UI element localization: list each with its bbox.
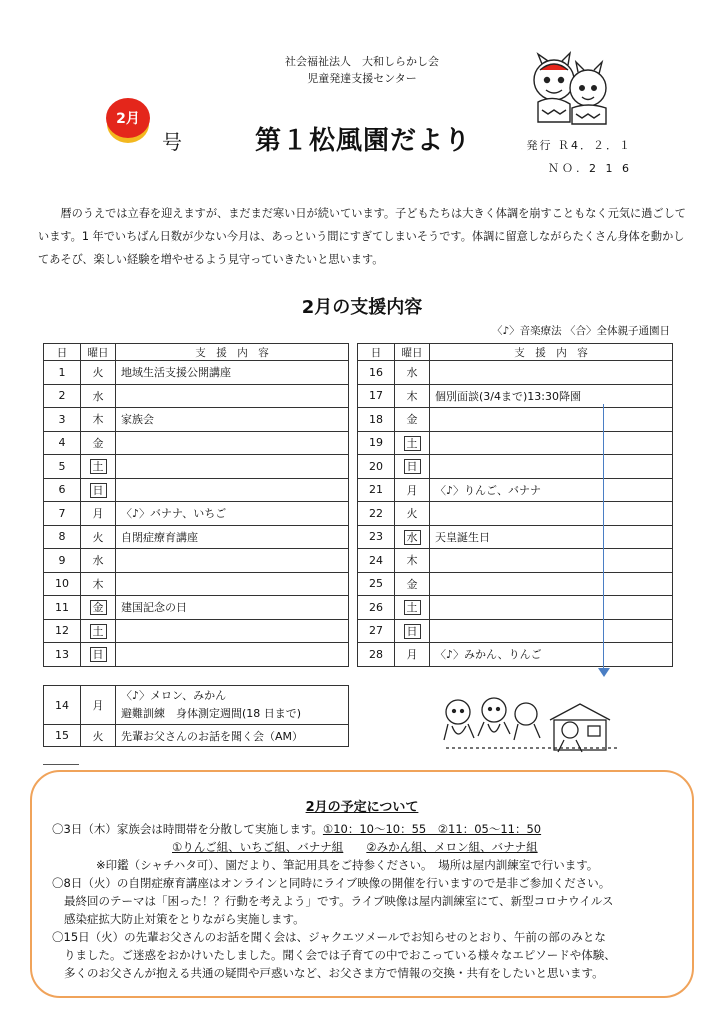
weekday-cell: [395, 525, 430, 549]
issue-date: 発行 Ｒ4．２．１: [526, 139, 632, 152]
table-row: [44, 408, 349, 432]
day-cell: 26: [358, 596, 395, 620]
content-cell: [116, 455, 349, 479]
content-cell: 個別面談(3/4まで)13:30降園: [430, 384, 673, 408]
oni-illustration: [524, 50, 620, 126]
content-cell: [116, 549, 349, 573]
weekday-cell: 木: [395, 549, 430, 573]
header-content: 支 援 内 容: [116, 344, 349, 361]
table-row: [44, 643, 349, 667]
schedule-title-text: 2月の予定について: [305, 800, 419, 815]
header-weekday: 曜日: [81, 344, 116, 361]
table-row: [358, 455, 673, 479]
holiday-weekday: 日: [90, 647, 107, 662]
day-cell: 14: [44, 686, 81, 725]
holiday-weekday: 土: [404, 436, 421, 451]
day-cell: 10: [44, 572, 81, 596]
month-badge: [106, 98, 150, 138]
holiday-weekday: 土: [90, 624, 107, 639]
content-cell: 先輩お父さんのお話を聞く会（AM）: [116, 725, 349, 747]
day-cell: 22: [358, 502, 395, 526]
group-list-1: ①りんご組、いちご組、バナナ組: [172, 840, 344, 854]
schedule-table-right: [357, 343, 673, 667]
table-row: [44, 502, 349, 526]
table-row: [44, 619, 349, 643]
table-row: [44, 525, 349, 549]
table-row: [358, 619, 673, 643]
content-cell: 自閉症療育講座: [116, 525, 349, 549]
weekday-cell: 水: [81, 384, 116, 408]
content-cell: [116, 619, 349, 643]
weekday-cell: 月: [395, 478, 430, 502]
content-cell: [116, 431, 349, 455]
weekday-cell: [395, 596, 430, 620]
table-row: [358, 478, 673, 502]
weekday-cell: 月: [81, 686, 116, 725]
weekday-cell: 月: [81, 502, 116, 526]
day-cell: 12: [44, 619, 81, 643]
table-row: [44, 431, 349, 455]
table-row: [44, 361, 349, 385]
day-cell: 9: [44, 549, 81, 573]
issue-go: 号: [162, 130, 182, 154]
table-header-row: [358, 344, 673, 361]
holiday-weekday: 日: [90, 483, 107, 498]
schedule-line-5: 最終回のテーマは「困った！？行動を考えよう」です。ライブ映像は屋内訓練室にて、新型コロナウイルス: [64, 894, 614, 908]
content-cell: [430, 431, 673, 455]
day-cell: 3: [44, 408, 81, 432]
day-cell: 19: [358, 431, 395, 455]
weekday-cell: 木: [81, 408, 116, 432]
table-row: [44, 725, 349, 747]
content-cell: [116, 384, 349, 408]
center-name: 児童発達支援センター: [307, 72, 417, 85]
table-row: [358, 431, 673, 455]
day-cell: 28: [358, 643, 395, 667]
holiday-weekday: 土: [90, 459, 107, 474]
table-row: [44, 572, 349, 596]
table-header-row: [44, 344, 349, 361]
content-line: 〈♪〉メロン、みかん: [121, 689, 227, 702]
schedule-line-1: [52, 821, 541, 839]
table-row: [44, 384, 349, 408]
weekday-cell: 水: [395, 361, 430, 385]
day-cell: 16: [358, 361, 395, 385]
month-badge-label: 2月: [116, 111, 140, 127]
weekday-cell: [395, 619, 430, 643]
schedule-line-6: 感染症拡大防止対策をとりながら実施します。: [64, 912, 305, 926]
day-cell: 21: [358, 478, 395, 502]
content-cell: [116, 572, 349, 596]
weekday-cell: [81, 478, 116, 502]
weekday-cell: 月: [395, 643, 430, 667]
table-row: [358, 549, 673, 573]
content-cell: 建国記念の日: [116, 596, 349, 620]
holiday-weekday: 日: [404, 459, 421, 474]
day-cell: 13: [44, 643, 81, 667]
content-cell: 地域生活支援公開講座: [116, 361, 349, 385]
schedule-line-3: ※印鑑（シャチハタ可）、園だより、筆記用具をご持参ください。 場所は屋内訓練室で行います。: [96, 858, 599, 872]
content-line: 避難訓練 身体測定週間(18 日まで): [121, 707, 302, 720]
content-cell: [430, 455, 673, 479]
schedule-text: 〇3日（木）家族会は時間帯を分散して実施します。: [52, 822, 323, 836]
table-row: [358, 502, 673, 526]
weekday-cell: 金: [395, 408, 430, 432]
content-cell: 〈♪〉バナナ、いちご: [116, 502, 349, 526]
content-cell: 家族会: [116, 408, 349, 432]
weekday-cell: [395, 431, 430, 455]
day-cell: 8: [44, 525, 81, 549]
content-cell: [430, 596, 673, 620]
schedule-table-left: [43, 343, 349, 667]
intro-paragraph: 暦のうえでは立春を迎えますが、まだまだ寒い日が続いています。子どもたちは大きく体調を崩すこともなく元気に過ごしています。1 年でいちばん日数が少ない今月は、あっという間にすぎてしまいそうです。体調に留意しながらたくさん身体を動かしてあそび、楽しい経験を増やせるよう見守っていきたいと思います。: [38, 207, 686, 266]
table-row: [44, 478, 349, 502]
content-cell: [430, 361, 673, 385]
table-row: [44, 455, 349, 479]
weekday-cell: 火: [81, 525, 116, 549]
org-name: 社会福祉法人 大和しらかし会: [285, 55, 439, 68]
day-cell: 23: [358, 525, 395, 549]
day-cell: 4: [44, 431, 81, 455]
day-cell: 17: [358, 384, 395, 408]
table-row: [358, 384, 673, 408]
weekday-cell: 木: [81, 572, 116, 596]
weekday-cell: [81, 643, 116, 667]
table-row: [358, 596, 673, 620]
content-cell: [430, 408, 673, 432]
day-cell: 20: [358, 455, 395, 479]
content-cell: 〈♪〉りんご、バナナ: [430, 478, 673, 502]
schedule-line-7: 〇15日（火）の先輩お父さんのお話を聞く会は、ジャクエツメールでお知らせのとおり、午前の部のみとな: [52, 930, 606, 944]
schedule-line-8: りました。ご迷惑をおかけいたしました。聞く会では子育ての中でおこっている様々なエピソードや体験、: [64, 948, 616, 962]
content-cell: [116, 686, 349, 725]
holiday-weekday: 金: [90, 600, 107, 615]
weekday-cell: 火: [81, 361, 116, 385]
issue-number: ＮＯ. 2 1 6: [548, 162, 632, 175]
holiday-weekday: 水: [404, 530, 421, 545]
weekday-cell: 水: [81, 549, 116, 573]
header-day: 日: [44, 344, 81, 361]
table-row: [358, 408, 673, 432]
table-row: [44, 596, 349, 620]
weekday-cell: 火: [81, 725, 116, 747]
day-cell: 11: [44, 596, 81, 620]
period-arrow-head: [598, 668, 610, 677]
table-row: [358, 643, 673, 667]
period-arrow-line: [603, 404, 604, 670]
schedule-times: ①10：10～10：55 ②11：05～11：50: [322, 822, 542, 836]
newsletter-title: 第１松風園だより: [255, 126, 472, 156]
holiday-weekday: 日: [404, 624, 421, 639]
day-cell: 25: [358, 572, 395, 596]
header-weekday: 曜日: [395, 344, 430, 361]
children-illustration: [440, 690, 626, 756]
content-cell: 〈♪〉みかん、りんご: [430, 643, 673, 667]
schedule-table-extra: [43, 685, 349, 747]
schedule-line-2: [172, 839, 538, 857]
table-row: [44, 549, 349, 573]
schedule-line-9: 多くのお父さんが抱える共通の疑問や戸惑いなど、お父さま方で情報の交換・共有をしたいと思います。: [64, 966, 604, 980]
day-cell: 5: [44, 455, 81, 479]
weekday-cell: [395, 455, 430, 479]
day-cell: 27: [358, 619, 395, 643]
content-cell: [430, 572, 673, 596]
table-row: [358, 572, 673, 596]
table-row: [358, 525, 673, 549]
support-title: 2月の支援内容: [301, 297, 423, 318]
content-cell: [116, 478, 349, 502]
day-cell: 6: [44, 478, 81, 502]
day-cell: 24: [358, 549, 395, 573]
day-cell: 2: [44, 384, 81, 408]
table-row: [358, 361, 673, 385]
schedule-title: [0, 796, 724, 815]
weekday-cell: 火: [395, 502, 430, 526]
day-cell: 15: [44, 725, 81, 747]
holiday-weekday: 土: [404, 600, 421, 615]
content-cell: [430, 549, 673, 573]
weekday-cell: 金: [81, 431, 116, 455]
weekday-cell: 金: [395, 572, 430, 596]
weekday-cell: [81, 455, 116, 479]
group-list-2: ②みかん組、メロン組、バナナ組: [366, 840, 538, 854]
day-cell: 18: [358, 408, 395, 432]
content-cell: [430, 502, 673, 526]
content-cell: 天皇誕生日: [430, 525, 673, 549]
header-content: 支 援 内 容: [430, 344, 673, 361]
weekday-cell: [81, 596, 116, 620]
schedule-line-4: 〇8日（火）の自閉症療育講座はオンラインと同時にライブ映像の開催を行いますので是非ご参加ください。: [52, 876, 611, 890]
content-cell: [116, 643, 349, 667]
day-cell: 1: [44, 361, 81, 385]
support-legend: 〈♪〉音楽療法 〈合〉全体親子通園日: [491, 325, 670, 337]
weekday-cell: 木: [395, 384, 430, 408]
header-day: 日: [358, 344, 395, 361]
table-row: [44, 686, 349, 725]
content-cell: [430, 619, 673, 643]
day-cell: 7: [44, 502, 81, 526]
weekday-cell: [81, 619, 116, 643]
divider: [43, 764, 79, 765]
